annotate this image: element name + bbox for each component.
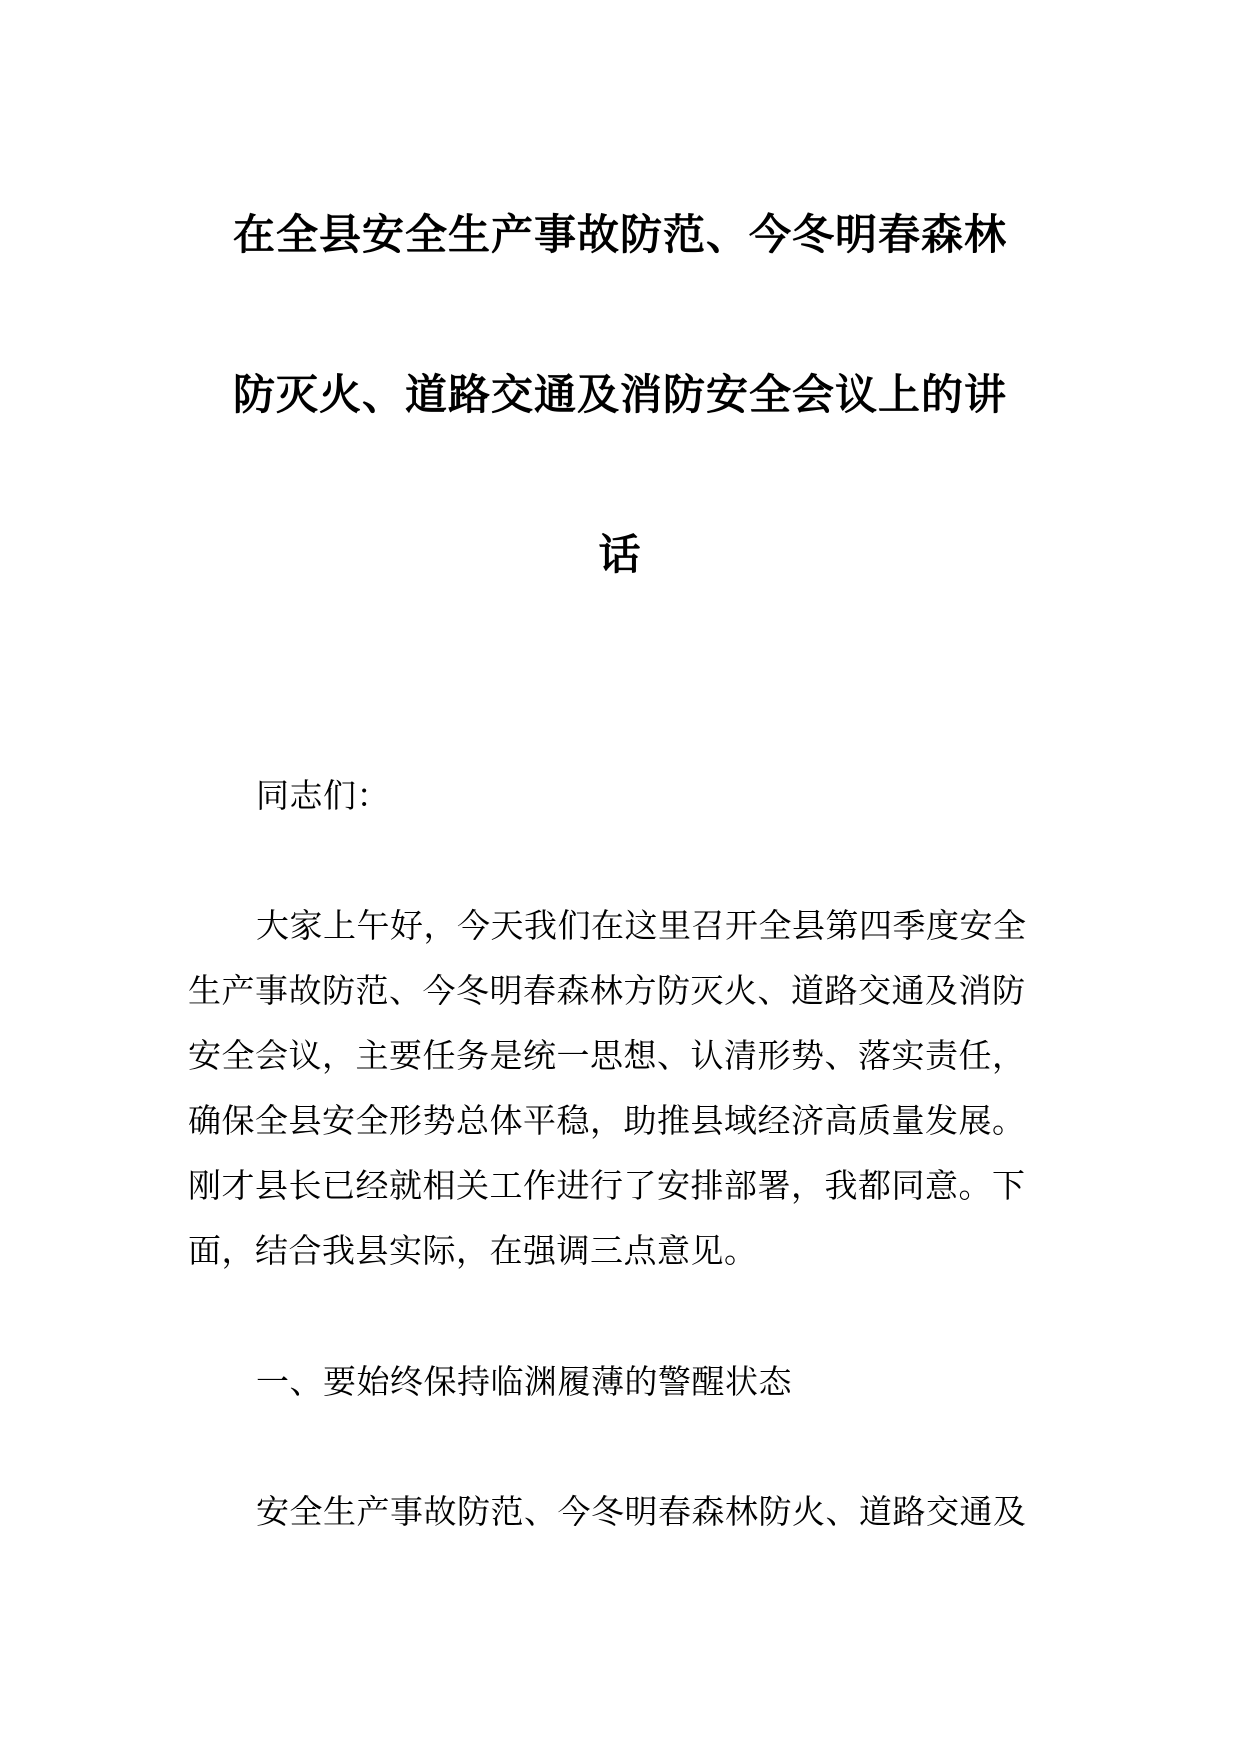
title-line-2: 防灭火、道路交通及消防安全会议上的讲 bbox=[232, 370, 1007, 419]
title-line-3: 话 bbox=[598, 530, 642, 579]
paragraph-intro: 大家上午好，今天我们在这里召开全县第四季度安全生产事故防范、今冬明春森林方防灭火、道路交通及消防安全会议，主要任务是统一思想、认清形势、落实责任，确保全县安全形势总体平稳，助推县域经济高质量发展。刚才县长已经就相关工作进行了安排部署，我都同意。下面，结合我县实际，在强调三点意见。 bbox=[188, 906, 1027, 1270]
paragraph-section-1: 安全生产事故防范、今冬明春森林防火、道路交通及 bbox=[256, 1492, 1027, 1531]
title-line-1: 在全县安全生产事故防范、今冬明春森林 bbox=[232, 210, 1007, 259]
salutation: 同志们： bbox=[256, 776, 390, 815]
document-title bbox=[180, 155, 1060, 635]
section-heading-1: 一、要始终保持临渊履薄的警醒状态 bbox=[256, 1362, 792, 1401]
